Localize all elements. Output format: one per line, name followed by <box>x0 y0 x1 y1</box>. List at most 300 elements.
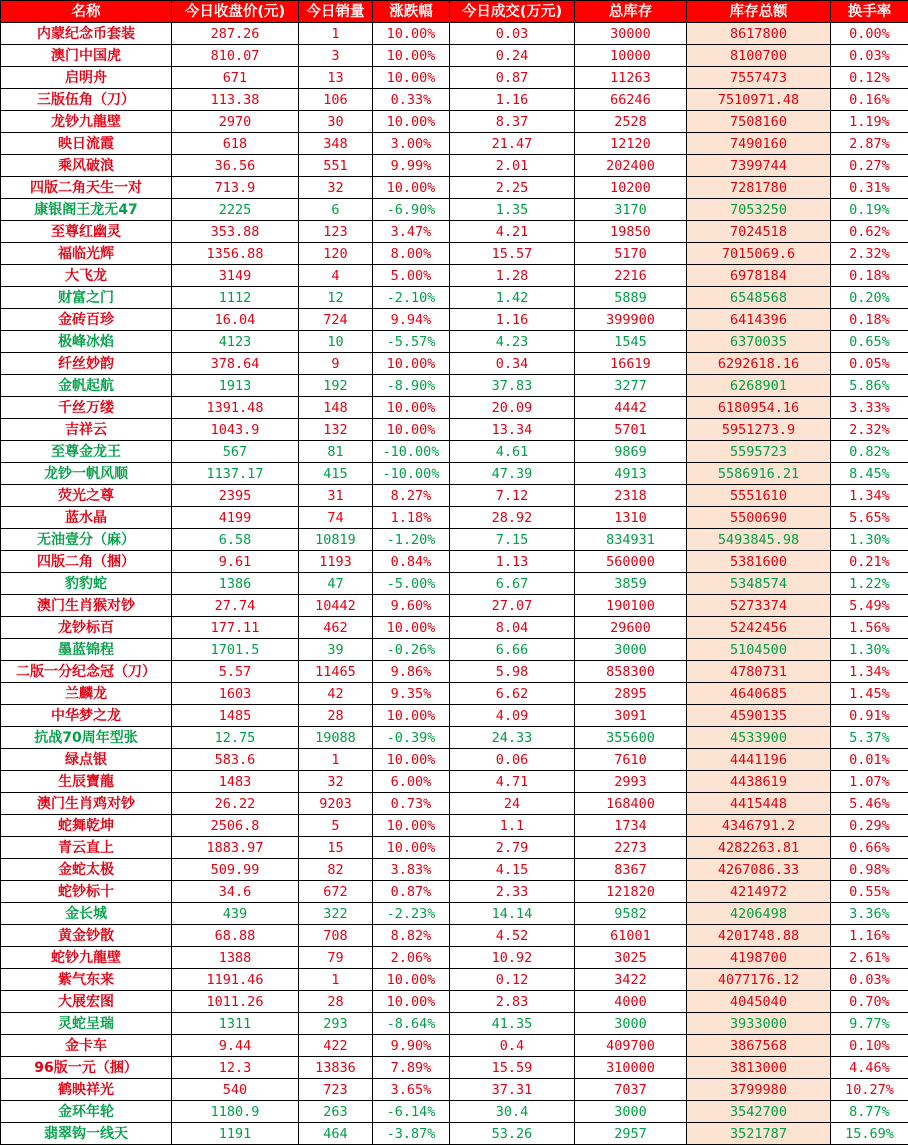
cell-stock: 121820 <box>575 881 687 903</box>
cell-total: 7510971.48 <box>687 89 831 111</box>
cell-change: -6.90% <box>373 199 450 221</box>
cell-stock: 858300 <box>575 661 687 683</box>
cell-name: 金卡车 <box>1 1035 172 1057</box>
cell-stock: 409700 <box>575 1035 687 1057</box>
cell-total: 4077176.12 <box>687 969 831 991</box>
cell-volume: 12 <box>299 287 373 309</box>
cell-change: -10.00% <box>373 463 450 485</box>
cell-total: 7015069.6 <box>687 243 831 265</box>
cell-name: 映日流霞 <box>1 133 172 155</box>
cell-price: 68.88 <box>172 925 299 947</box>
cell-rate: 1.19% <box>831 111 908 133</box>
cell-name: 中华梦之龙 <box>1 705 172 727</box>
cell-change: -5.57% <box>373 331 450 353</box>
cell-turnover: 10.92 <box>450 947 575 969</box>
cell-stock: 61001 <box>575 925 687 947</box>
cell-change: -2.10% <box>373 287 450 309</box>
cell-total: 7281780 <box>687 177 831 199</box>
cell-total: 3542700 <box>687 1101 831 1123</box>
cell-name: 至尊金龙王 <box>1 441 172 463</box>
cell-volume: 5 <box>299 815 373 837</box>
cell-stock: 3000 <box>575 639 687 661</box>
cell-rate: 2.87% <box>831 133 908 155</box>
cell-volume: 120 <box>299 243 373 265</box>
cell-volume: 415 <box>299 463 373 485</box>
cell-volume: 1 <box>299 749 373 771</box>
cell-name: 澳门中国虎 <box>1 45 172 67</box>
cell-volume: 32 <box>299 177 373 199</box>
cell-name: 青云直上 <box>1 837 172 859</box>
cell-total: 3933000 <box>687 1013 831 1035</box>
cell-price: 1311 <box>172 1013 299 1035</box>
cell-turnover: 24 <box>450 793 575 815</box>
cell-stock: 10200 <box>575 177 687 199</box>
table-row <box>1 969 908 991</box>
cell-turnover: 2.25 <box>450 177 575 199</box>
cell-stock: 5701 <box>575 419 687 441</box>
cell-volume: 32 <box>299 771 373 793</box>
cell-rate: 0.29% <box>831 815 908 837</box>
table-row <box>1 199 908 221</box>
table-row <box>1 485 908 507</box>
cell-change: 8.82% <box>373 925 450 947</box>
cell-name: 四版二角天生一对 <box>1 177 172 199</box>
table-row <box>1 111 908 133</box>
cell-total: 4045040 <box>687 991 831 1013</box>
cell-rate: 1.22% <box>831 573 908 595</box>
cell-stock: 16619 <box>575 353 687 375</box>
cell-stock: 3091 <box>575 705 687 727</box>
cell-name: 至尊红幽灵 <box>1 221 172 243</box>
table-row <box>1 89 908 111</box>
cell-total: 6978184 <box>687 265 831 287</box>
cell-rate: 3.36% <box>831 903 908 925</box>
cell-rate: 0.10% <box>831 1035 908 1057</box>
cell-rate: 2.32% <box>831 243 908 265</box>
table-row <box>1 419 908 441</box>
cell-volume: 123 <box>299 221 373 243</box>
cell-price: 4199 <box>172 507 299 529</box>
cell-total: 5348574 <box>687 573 831 595</box>
cell-stock: 399900 <box>575 309 687 331</box>
cell-volume: 464 <box>299 1123 373 1145</box>
cell-name: 绿点银 <box>1 749 172 771</box>
cell-name: 蓝水晶 <box>1 507 172 529</box>
header-price: 今日收盘价(元) <box>172 1 299 23</box>
cell-name: 墨蓝锦程 <box>1 639 172 661</box>
cell-stock: 1734 <box>575 815 687 837</box>
cell-price: 353.88 <box>172 221 299 243</box>
cell-change: 8.00% <box>373 243 450 265</box>
cell-volume: 1193 <box>299 551 373 573</box>
cell-total: 6370035 <box>687 331 831 353</box>
cell-price: 1388 <box>172 947 299 969</box>
header-total: 库存总额 <box>687 1 831 23</box>
cell-stock: 560000 <box>575 551 687 573</box>
cell-total: 3799980 <box>687 1079 831 1101</box>
cell-turnover: 0.34 <box>450 353 575 375</box>
cell-total: 4415448 <box>687 793 831 815</box>
table-row <box>1 947 908 969</box>
cell-change: 3.00% <box>373 133 450 155</box>
cell-rate: 5.65% <box>831 507 908 529</box>
table-row <box>1 661 908 683</box>
cell-total: 4590135 <box>687 705 831 727</box>
cell-change: 10.00% <box>373 815 450 837</box>
cell-turnover: 28.92 <box>450 507 575 529</box>
cell-rate: 0.18% <box>831 309 908 331</box>
cell-name: 抗战70周年型张 <box>1 727 172 749</box>
cell-turnover: 53.26 <box>450 1123 575 1145</box>
table-row <box>1 1123 908 1145</box>
cell-total: 5500690 <box>687 507 831 529</box>
cell-change: -6.14% <box>373 1101 450 1123</box>
cell-volume: 39 <box>299 639 373 661</box>
cell-turnover: 1.13 <box>450 551 575 573</box>
cell-total: 4198700 <box>687 947 831 969</box>
table-row <box>1 793 908 815</box>
cell-total: 6180954.16 <box>687 397 831 419</box>
cell-name: 金环年轮 <box>1 1101 172 1123</box>
cell-stock: 2993 <box>575 771 687 793</box>
cell-change: 10.00% <box>373 617 450 639</box>
cell-turnover: 5.98 <box>450 661 575 683</box>
cell-volume: 30 <box>299 111 373 133</box>
table-row <box>1 617 908 639</box>
cell-turnover: 7.12 <box>450 485 575 507</box>
cell-name: 龙钞标百 <box>1 617 172 639</box>
cell-price: 287.26 <box>172 23 299 45</box>
table-row <box>1 1013 908 1035</box>
cell-price: 2970 <box>172 111 299 133</box>
cell-price: 378.64 <box>172 353 299 375</box>
table-row <box>1 375 908 397</box>
cell-volume: 322 <box>299 903 373 925</box>
cell-name: 启明舟 <box>1 67 172 89</box>
table-row <box>1 67 908 89</box>
cell-name: 黄金钞散 <box>1 925 172 947</box>
header-stock: 总库存 <box>575 1 687 23</box>
table-row <box>1 353 908 375</box>
cell-volume: 13836 <box>299 1057 373 1079</box>
table-row <box>1 221 908 243</box>
cell-rate: 0.82% <box>831 441 908 463</box>
cell-change: 10.00% <box>373 419 450 441</box>
cell-turnover: 24.33 <box>450 727 575 749</box>
cell-name: 紫气东来 <box>1 969 172 991</box>
cell-stock: 1545 <box>575 331 687 353</box>
cell-volume: 28 <box>299 705 373 727</box>
cell-turnover: 2.33 <box>450 881 575 903</box>
cell-price: 113.38 <box>172 89 299 111</box>
table-row <box>1 177 908 199</box>
cell-turnover: 1.1 <box>450 815 575 837</box>
cell-name: 财富之门 <box>1 287 172 309</box>
cell-stock: 7610 <box>575 749 687 771</box>
cell-change: -5.00% <box>373 573 450 595</box>
cell-price: 509.99 <box>172 859 299 881</box>
cell-change: -0.26% <box>373 639 450 661</box>
table-row <box>1 265 908 287</box>
cell-turnover: 21.47 <box>450 133 575 155</box>
cell-change: 10.00% <box>373 45 450 67</box>
cell-volume: 10442 <box>299 595 373 617</box>
header-change: 涨跌幅 <box>373 1 450 23</box>
cell-price: 618 <box>172 133 299 155</box>
cell-rate: 1.34% <box>831 661 908 683</box>
header-volume: 今日销量 <box>299 1 373 23</box>
cell-name: 二版一分纪念冠（刀） <box>1 661 172 683</box>
cell-name: 康银阁王龙无47 <box>1 199 172 221</box>
cell-volume: 81 <box>299 441 373 463</box>
cell-total: 7024518 <box>687 221 831 243</box>
table-row <box>1 749 908 771</box>
table-row <box>1 287 908 309</box>
table-row <box>1 397 908 419</box>
table-row <box>1 881 908 903</box>
cell-rate: 0.00% <box>831 23 908 45</box>
cell-change: 7.89% <box>373 1057 450 1079</box>
cell-price: 4123 <box>172 331 299 353</box>
cell-rate: 1.16% <box>831 925 908 947</box>
cell-price: 1603 <box>172 683 299 705</box>
table-row <box>1 441 908 463</box>
cell-turnover: 1.28 <box>450 265 575 287</box>
cell-price: 1180.9 <box>172 1101 299 1123</box>
cell-stock: 355600 <box>575 727 687 749</box>
cell-total: 5242456 <box>687 617 831 639</box>
cell-rate: 4.46% <box>831 1057 908 1079</box>
cell-stock: 3422 <box>575 969 687 991</box>
cell-price: 439 <box>172 903 299 925</box>
cell-turnover: 4.71 <box>450 771 575 793</box>
cell-volume: 1 <box>299 23 373 45</box>
cell-change: 10.00% <box>373 23 450 45</box>
table-row <box>1 573 908 595</box>
cell-total: 5951273.9 <box>687 419 831 441</box>
header-rate: 换手率 <box>831 1 908 23</box>
cell-total: 6268901 <box>687 375 831 397</box>
cell-change: 10.00% <box>373 111 450 133</box>
cell-volume: 9 <box>299 353 373 375</box>
cell-total: 7557473 <box>687 67 831 89</box>
cell-stock: 9582 <box>575 903 687 925</box>
cell-total: 3521787 <box>687 1123 831 1145</box>
cell-total: 4780731 <box>687 661 831 683</box>
cell-rate: 0.66% <box>831 837 908 859</box>
cell-name: 龙钞一帆风顺 <box>1 463 172 485</box>
cell-rate: 1.45% <box>831 683 908 705</box>
cell-price: 1701.5 <box>172 639 299 661</box>
cell-rate: 0.70% <box>831 991 908 1013</box>
cell-rate: 0.01% <box>831 749 908 771</box>
cell-turnover: 7.15 <box>450 529 575 551</box>
cell-change: 10.00% <box>373 705 450 727</box>
cell-turnover: 30.4 <box>450 1101 575 1123</box>
cell-price: 540 <box>172 1079 299 1101</box>
table-row <box>1 23 908 45</box>
cell-total: 4640685 <box>687 683 831 705</box>
cell-name: 福临光辉 <box>1 243 172 265</box>
table-row <box>1 309 908 331</box>
cell-price: 2395 <box>172 485 299 507</box>
cell-total: 4206498 <box>687 903 831 925</box>
cell-rate: 0.27% <box>831 155 908 177</box>
cell-stock: 2318 <box>575 485 687 507</box>
cell-rate: 5.49% <box>831 595 908 617</box>
cell-change: -8.90% <box>373 375 450 397</box>
cell-turnover: 4.61 <box>450 441 575 463</box>
cell-rate: 0.05% <box>831 353 908 375</box>
cell-name: 荧光之尊 <box>1 485 172 507</box>
cell-change: 8.27% <box>373 485 450 507</box>
table-row <box>1 243 908 265</box>
cell-stock: 4913 <box>575 463 687 485</box>
cell-total: 5551610 <box>687 485 831 507</box>
cell-stock: 7037 <box>575 1079 687 1101</box>
cell-rate: 1.30% <box>831 529 908 551</box>
cell-turnover: 27.07 <box>450 595 575 617</box>
cell-turnover: 0.06 <box>450 749 575 771</box>
cell-change: 10.00% <box>373 353 450 375</box>
cell-stock: 2528 <box>575 111 687 133</box>
cell-change: 9.60% <box>373 595 450 617</box>
cell-volume: 3 <box>299 45 373 67</box>
cell-name: 乘风破浪 <box>1 155 172 177</box>
cell-stock: 2273 <box>575 837 687 859</box>
cell-change: -0.39% <box>373 727 450 749</box>
cell-stock: 66246 <box>575 89 687 111</box>
cell-price: 36.56 <box>172 155 299 177</box>
cell-name: 四版二角（捆） <box>1 551 172 573</box>
table-body <box>1 23 908 1145</box>
cell-total: 5595723 <box>687 441 831 463</box>
header-name: 名称 <box>1 1 172 23</box>
cell-turnover: 0.12 <box>450 969 575 991</box>
cell-name: 兰麟龙 <box>1 683 172 705</box>
cell-change: 0.33% <box>373 89 450 111</box>
table-row <box>1 155 908 177</box>
cell-change: 9.94% <box>373 309 450 331</box>
cell-turnover: 0.24 <box>450 45 575 67</box>
cell-turnover: 15.57 <box>450 243 575 265</box>
cell-name: 96版一元（捆） <box>1 1057 172 1079</box>
cell-stock: 29600 <box>575 617 687 639</box>
cell-rate: 0.98% <box>831 859 908 881</box>
cell-total: 5381600 <box>687 551 831 573</box>
cell-name: 龙钞九龍壁 <box>1 111 172 133</box>
cell-stock: 190100 <box>575 595 687 617</box>
cell-price: 1112 <box>172 287 299 309</box>
cell-turnover: 0.03 <box>450 23 575 45</box>
cell-price: 16.04 <box>172 309 299 331</box>
cell-volume: 47 <box>299 573 373 595</box>
cell-volume: 672 <box>299 881 373 903</box>
cell-turnover: 1.16 <box>450 89 575 111</box>
cell-name: 豹豹蛇 <box>1 573 172 595</box>
cell-turnover: 1.16 <box>450 309 575 331</box>
cell-turnover: 2.83 <box>450 991 575 1013</box>
cell-change: -2.23% <box>373 903 450 925</box>
cell-stock: 3000 <box>575 1013 687 1035</box>
cell-name: 大展宏图 <box>1 991 172 1013</box>
table-row <box>1 463 908 485</box>
cell-name: 澳门生肖猴对钞 <box>1 595 172 617</box>
cell-change: -3.87% <box>373 1123 450 1145</box>
cell-rate: 5.86% <box>831 375 908 397</box>
cell-rate: 2.61% <box>831 947 908 969</box>
cell-change: 3.47% <box>373 221 450 243</box>
cell-total: 7490160 <box>687 133 831 155</box>
cell-change: 1.18% <box>373 507 450 529</box>
cell-stock: 168400 <box>575 793 687 815</box>
cell-turnover: 8.04 <box>450 617 575 639</box>
cell-turnover: 4.23 <box>450 331 575 353</box>
cell-change: 0.84% <box>373 551 450 573</box>
cell-price: 1011.26 <box>172 991 299 1013</box>
cell-turnover: 0.4 <box>450 1035 575 1057</box>
cell-change: 0.87% <box>373 881 450 903</box>
cell-turnover: 4.09 <box>450 705 575 727</box>
cell-change: 10.00% <box>373 397 450 419</box>
cell-change: 10.00% <box>373 969 450 991</box>
cell-total: 6548568 <box>687 287 831 309</box>
cell-name: 金长城 <box>1 903 172 925</box>
cell-volume: 132 <box>299 419 373 441</box>
cell-total: 3813000 <box>687 1057 831 1079</box>
cell-price: 9.44 <box>172 1035 299 1057</box>
table-row <box>1 815 908 837</box>
cell-name: 蛇钞标十 <box>1 881 172 903</box>
cell-name: 内蒙纪念币套装 <box>1 23 172 45</box>
cell-price: 810.07 <box>172 45 299 67</box>
cell-price: 12.75 <box>172 727 299 749</box>
cell-stock: 2216 <box>575 265 687 287</box>
cell-turnover: 47.39 <box>450 463 575 485</box>
cell-stock: 1310 <box>575 507 687 529</box>
cell-turnover: 4.21 <box>450 221 575 243</box>
table-row <box>1 1035 908 1057</box>
cell-price: 6.58 <box>172 529 299 551</box>
cell-price: 2506.8 <box>172 815 299 837</box>
cell-rate: 8.77% <box>831 1101 908 1123</box>
cell-change: 10.00% <box>373 177 450 199</box>
cell-volume: 79 <box>299 947 373 969</box>
cell-rate: 0.62% <box>831 221 908 243</box>
cell-volume: 10819 <box>299 529 373 551</box>
cell-rate: 0.03% <box>831 969 908 991</box>
cell-stock: 12120 <box>575 133 687 155</box>
cell-name: 鹤映祥光 <box>1 1079 172 1101</box>
cell-turnover: 2.01 <box>450 155 575 177</box>
cell-turnover: 0.87 <box>450 67 575 89</box>
cell-volume: 6 <box>299 199 373 221</box>
cell-rate: 0.16% <box>831 89 908 111</box>
cell-volume: 4 <box>299 265 373 287</box>
cell-turnover: 15.59 <box>450 1057 575 1079</box>
cell-volume: 148 <box>299 397 373 419</box>
cell-name: 金砖百珍 <box>1 309 172 331</box>
cell-rate: 1.34% <box>831 485 908 507</box>
cell-total: 7053250 <box>687 199 831 221</box>
cell-volume: 31 <box>299 485 373 507</box>
cell-price: 1883.97 <box>172 837 299 859</box>
cell-stock: 30000 <box>575 23 687 45</box>
cell-volume: 1 <box>299 969 373 991</box>
cell-price: 1191 <box>172 1123 299 1145</box>
header-turnover: 今日成交(万元) <box>450 1 575 23</box>
cell-stock: 834931 <box>575 529 687 551</box>
